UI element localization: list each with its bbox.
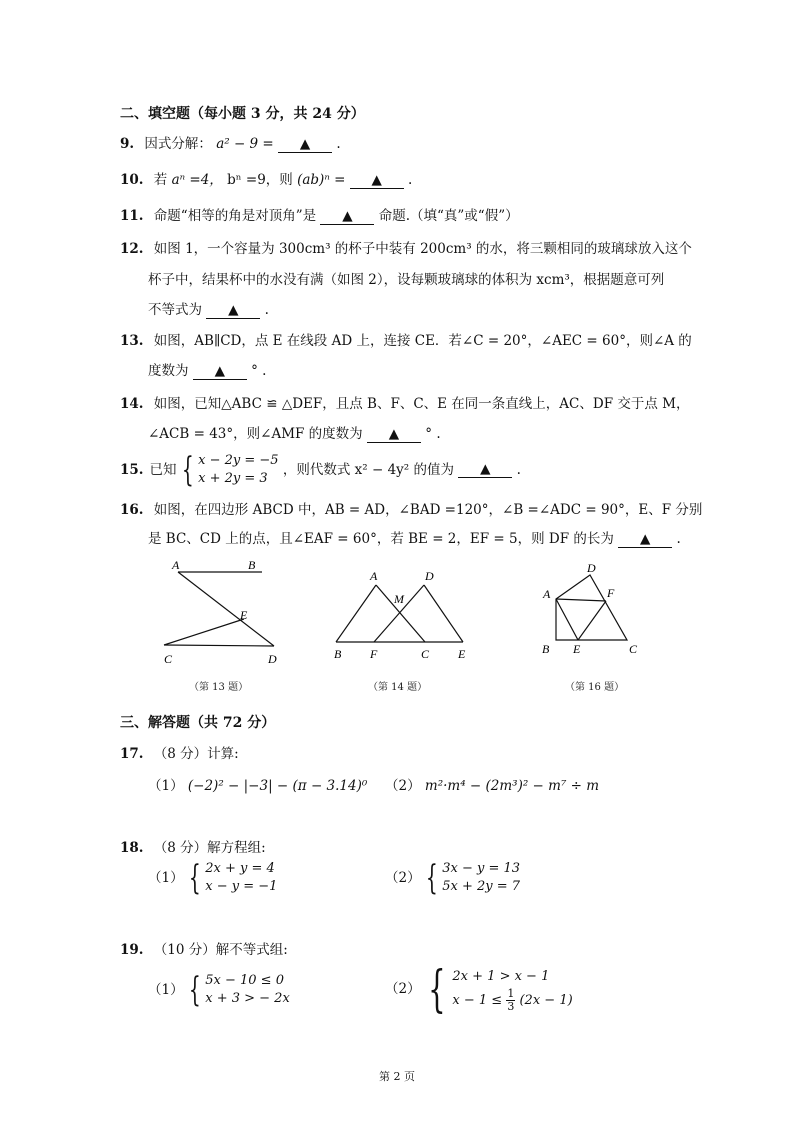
question-12 xyxy=(120,239,692,259)
figure-13 xyxy=(150,555,300,670)
equation-2: x − y = −1 xyxy=(205,879,278,894)
answer-blank: ▲ xyxy=(367,427,421,443)
question-number: 19. xyxy=(120,942,144,958)
question-17-part-2 xyxy=(385,776,599,796)
question-text: 不等式为 xyxy=(148,302,202,318)
question-tail: 命题.（填“真”或“假”） xyxy=(378,208,519,224)
math-expression: (ab)ⁿ = xyxy=(297,172,346,188)
question-tail: . xyxy=(516,462,521,478)
figure-13-caption: （第 13 题） xyxy=(189,682,249,693)
question-number: 12. xyxy=(120,241,144,257)
point-label-b: B xyxy=(542,642,550,656)
inequality-1: 2x + 1 > x − 1 xyxy=(452,968,550,984)
question-18-part-2 xyxy=(385,860,520,896)
segment-ef xyxy=(578,601,606,640)
brace-symbol: { xyxy=(181,450,194,490)
segment-ad xyxy=(178,572,274,646)
point-label-b: B xyxy=(334,647,342,661)
fraction-numerator: 1 xyxy=(507,986,515,1000)
question-number: 18. xyxy=(120,840,144,856)
inequality-system xyxy=(205,972,290,1008)
figure-16-caption: （第 16 题） xyxy=(565,682,625,693)
question-head: （8 分）计算: xyxy=(153,746,239,762)
point-label-e: E xyxy=(573,642,581,656)
question-number: 11. xyxy=(120,208,144,224)
question-tail: . xyxy=(408,172,413,188)
point-label-d: D xyxy=(587,561,596,575)
answer-blank: ▲ xyxy=(193,364,247,380)
answer-blank: ▲ xyxy=(278,137,332,153)
question-10 xyxy=(120,170,412,190)
fraction-denominator: 3 xyxy=(507,999,515,1013)
question-13-line-2 xyxy=(148,361,266,381)
question-number: 14. xyxy=(120,396,144,412)
question-tail: . xyxy=(676,531,681,547)
point-label-e: E xyxy=(240,608,248,622)
segment-ba xyxy=(336,585,376,642)
answer-blank: ▲ xyxy=(458,462,512,478)
question-text: 命题“相等的角是对顶角”是 xyxy=(153,208,317,224)
point-label-a: A xyxy=(370,569,378,583)
question-19-part-2 xyxy=(385,960,573,1018)
quadrilateral-abcd xyxy=(556,575,627,640)
part-label: （2） xyxy=(385,981,421,997)
question-12-line-3 xyxy=(148,300,269,320)
equation-1: 2x + y = 4 xyxy=(205,861,275,876)
equation-system xyxy=(205,860,277,896)
question-tail: . xyxy=(264,302,269,318)
question-text: 是 BC、CD 上的点，且∠EAF = 60°，若 BE = 2，EF = 5，则 DF 的长为 xyxy=(148,531,614,547)
part-label: （1） xyxy=(148,778,184,794)
math-condition-2: bⁿ =9，则 xyxy=(227,172,293,188)
point-label-e: E xyxy=(458,647,466,661)
part-label: （2） xyxy=(385,778,421,794)
question-17-part-1 xyxy=(148,776,367,796)
question-16 xyxy=(120,500,702,520)
question-line-1: 如图，在四边形 ABCD 中，AB = AD，∠BAD =120°，∠B =∠ADC = 90°，E、F 分别 xyxy=(153,502,703,518)
math-expression: a² − 9 = xyxy=(216,136,274,152)
equation-system xyxy=(198,452,278,488)
question-tail: ° . xyxy=(425,426,441,442)
point-label-d: D xyxy=(268,652,277,666)
equation-2: x + 2y = 3 xyxy=(198,471,268,486)
math-expression: m²·m⁴ − (2m³)² − m⁷ ÷ m xyxy=(424,778,600,794)
inequality-2-right: (2x − 1) xyxy=(519,992,573,1008)
question-text-mid: ，则代数式 x² − 4y² 的值为 xyxy=(282,462,455,478)
equation-1: 3x − y = 13 xyxy=(442,861,521,876)
question-line-1: 如图，已知△ABC ≌ △DEF，且点 B、F、C、E 在同一条直线上，AC、DF 交于点 M， xyxy=(153,396,690,412)
inequality-system xyxy=(452,966,572,1013)
question-14-line-2 xyxy=(148,424,441,444)
question-9 xyxy=(120,134,341,154)
brace-symbol: { xyxy=(425,858,438,898)
figure-16 xyxy=(535,560,645,665)
answer-blank: ▲ xyxy=(206,303,260,319)
figure-14-caption: （第 14 题） xyxy=(368,682,428,693)
question-18 xyxy=(120,838,266,858)
question-text: 已知 xyxy=(149,462,177,478)
point-label-c: C xyxy=(629,642,638,656)
inequality-1: 5x − 10 ≤ 0 xyxy=(205,973,284,988)
part-label: （1） xyxy=(148,982,184,998)
question-15 xyxy=(120,452,521,488)
part-label: （2） xyxy=(385,870,421,886)
equation-2: 5x + 2y = 7 xyxy=(442,879,521,894)
question-number: 16. xyxy=(120,502,144,518)
question-13 xyxy=(120,331,692,351)
point-label-m: M xyxy=(394,592,404,606)
question-18-part-1 xyxy=(148,860,277,896)
inequality-2 xyxy=(452,988,572,1013)
fraction xyxy=(506,988,515,1013)
question-number: 10. xyxy=(120,172,144,188)
point-label-d: D xyxy=(425,569,434,583)
question-head: （10 分）解不等式组: xyxy=(153,942,288,958)
question-14 xyxy=(120,394,689,414)
brace-symbol: { xyxy=(427,960,446,1018)
brace-symbol: { xyxy=(188,858,201,898)
math-expression: (−2)² − |−3| − (π − 3.14)⁰ xyxy=(187,778,368,794)
point-label-a: A xyxy=(543,587,551,601)
question-12-line-2: 杯子中，结果杯中的水没有满（如图 2），设每颗玻璃球的体积为 xcm³，根据题意可列 xyxy=(148,272,665,288)
question-number: 9. xyxy=(120,136,135,152)
segment-de xyxy=(424,585,463,642)
math-condition-1: aⁿ =4， xyxy=(171,172,223,188)
inequality-2-left: x − 1 ≤ xyxy=(452,992,503,1008)
question-text: 因式分解： xyxy=(144,136,212,152)
question-number: 15. xyxy=(120,462,144,478)
page-number: 第 2 页 xyxy=(379,1070,415,1083)
segment-ae xyxy=(556,599,578,640)
section-title-solutions: 三、解答题（共 72 分） xyxy=(120,715,276,731)
point-label-f: F xyxy=(370,647,378,661)
point-label-c: C xyxy=(164,652,173,666)
question-16-line-2 xyxy=(148,529,681,549)
equation-1: x − 2y = −5 xyxy=(198,453,279,468)
segment-cd xyxy=(164,645,274,646)
question-number: 13. xyxy=(120,333,144,349)
question-tail: ° . xyxy=(251,363,267,379)
question-text: 度数为 xyxy=(148,363,189,379)
question-tail: . xyxy=(336,136,341,152)
answer-blank: ▲ xyxy=(320,209,374,225)
inequality-2: x + 3 > − 2x xyxy=(205,991,290,1006)
question-text: 若 xyxy=(153,172,168,188)
question-number: 17. xyxy=(120,746,144,762)
point-label-c: C xyxy=(421,647,430,661)
segment-ce xyxy=(164,619,244,645)
question-line-1: 如图 1，一个容量为 300cm³ 的杯子中装有 200cm³ 的水，将三颗相同的玻璃球放入这个 xyxy=(153,241,692,257)
question-line-1: 如图，AB∥CD，点 E 在线段 AD 上，连接 CE．若∠C = 20°，∠AEC = 60°，则∠A 的 xyxy=(153,333,692,349)
question-17 xyxy=(120,744,239,764)
point-label-b: B xyxy=(248,558,256,572)
figure-14 xyxy=(325,565,475,670)
segment-af xyxy=(556,599,606,601)
point-label-a: A xyxy=(172,558,180,572)
question-11 xyxy=(120,206,519,226)
point-label-f: F xyxy=(607,586,615,600)
equation-system xyxy=(442,860,520,896)
question-19-part-1 xyxy=(148,972,290,1008)
answer-blank: ▲ xyxy=(618,532,672,548)
question-head: （8 分）解方程组: xyxy=(153,840,266,856)
question-text: ∠ACB = 43°，则∠AMF 的度数为 xyxy=(148,426,363,442)
question-19 xyxy=(120,940,288,960)
brace-symbol: { xyxy=(188,970,201,1010)
answer-blank: ▲ xyxy=(350,173,404,189)
part-label: （1） xyxy=(148,870,184,886)
section-title-fill-in: 二、填空题（每小题 3 分，共 24 分） xyxy=(120,106,365,122)
